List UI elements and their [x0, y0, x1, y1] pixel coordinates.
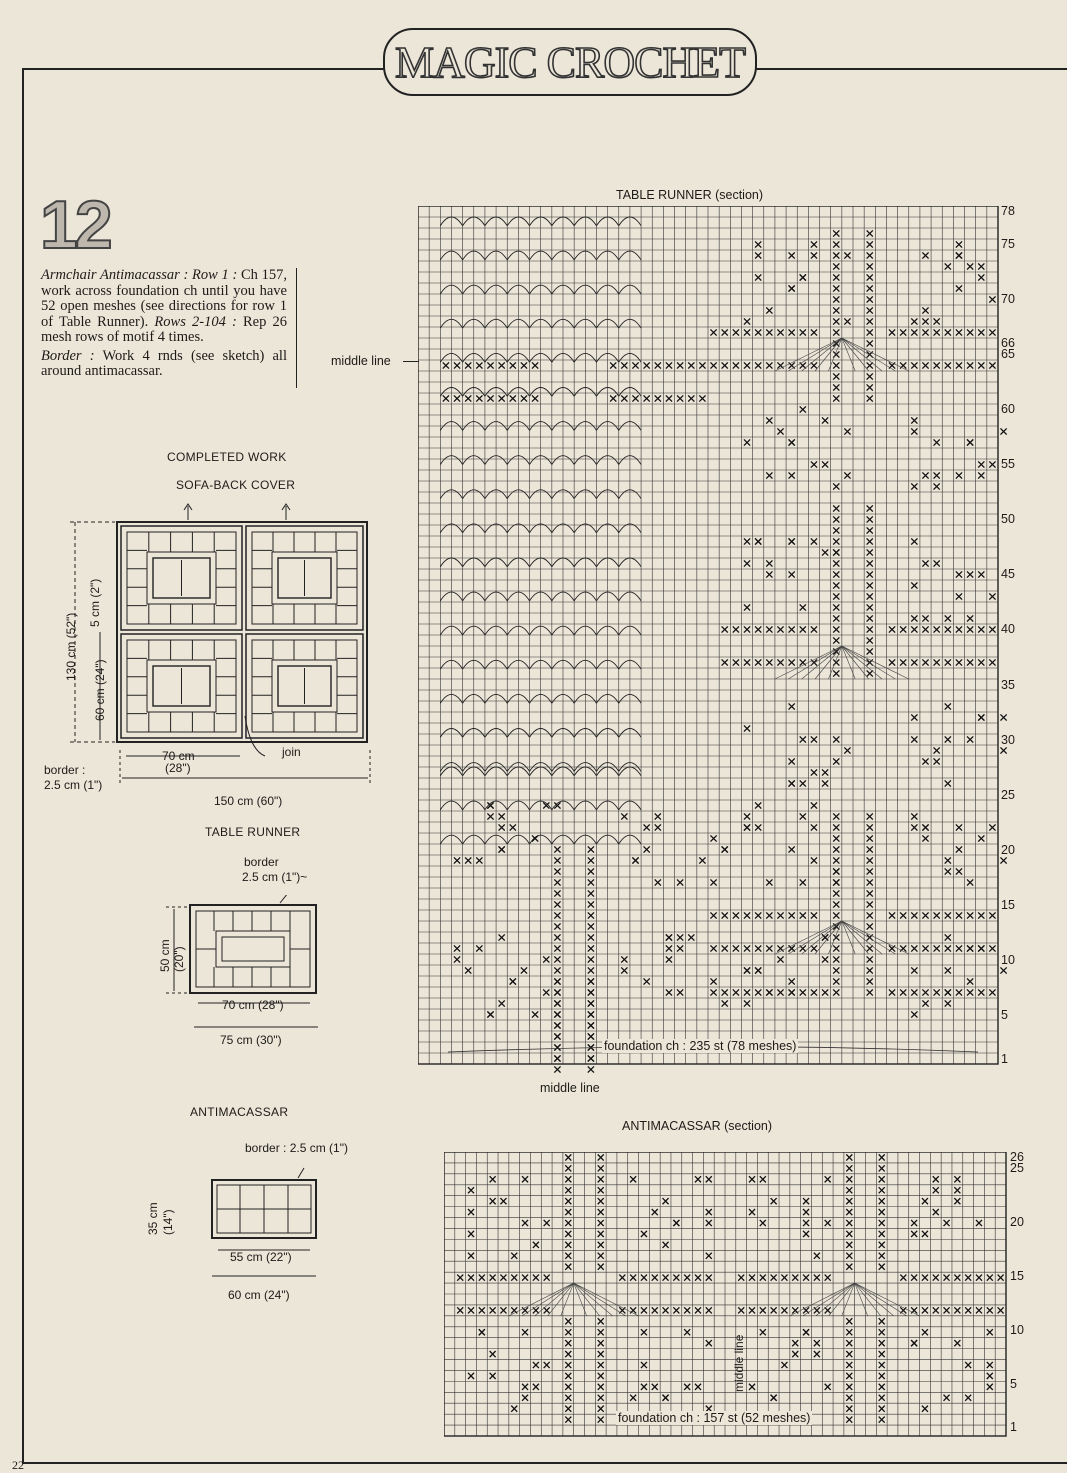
border-text: Work 4 rnds (see sketch) all around antimacassar.	[41, 347, 287, 379]
runner-title: TABLE RUNNER	[205, 825, 301, 839]
sofa-dim-height: 130 cm (52")	[64, 612, 78, 681]
header-banner	[383, 28, 757, 96]
chart1-foundation: foundation ch : 235 st (78 meshes)	[604, 1039, 797, 1053]
row1-lead: Armchair Antimacassar : Row 1 :	[41, 267, 238, 283]
row-number-label: 55	[1001, 457, 1015, 472]
chart2-middle-line: middle line	[732, 1334, 746, 1392]
row-number-label: 25	[1010, 1160, 1024, 1175]
sofa-dim-width: 150 cm (60")	[214, 794, 283, 808]
row1-text: Ch 157, work across foundation ch until you have 52 open meshes (see directions for row 1 of Table Runner).	[41, 267, 288, 330]
runner-dim-height2: (20")	[172, 946, 186, 972]
page-number: 22	[12, 1458, 24, 1472]
border-lead: Border :	[41, 347, 95, 364]
sofa-diagram	[60, 500, 390, 800]
row-number-label: 26	[1010, 1150, 1024, 1164]
row-number-label: 1	[1010, 1420, 1017, 1434]
row-number-label: 15	[1010, 1268, 1024, 1283]
row-number-label: 60	[1001, 402, 1015, 417]
row-number-label: 1	[1001, 1052, 1008, 1066]
instructions-rule	[296, 268, 297, 388]
row-number-label: 45	[1001, 567, 1015, 582]
chart1-middle-line-tick	[403, 361, 419, 362]
instructions	[41, 268, 287, 380]
antimac-title: ANTIMACASSAR	[190, 1105, 289, 1119]
row-number-label: 35	[1001, 677, 1015, 692]
row-number-label: 75	[1001, 237, 1015, 252]
chart2-grid	[444, 1152, 1010, 1442]
antimac-dim-outer: 60 cm (24")	[228, 1288, 290, 1302]
row-number-label: 78	[1001, 204, 1015, 218]
row-number-label: 5	[1001, 1007, 1008, 1022]
header-title: MAGIC CROCHET	[394, 37, 746, 87]
runner-dim-inner: 70 cm (28")	[222, 998, 284, 1012]
runner-dim-height: 50 cm	[158, 939, 172, 972]
chart1-middle-line-bottom: middle line	[540, 1081, 600, 1095]
sofa-dim-panel-h: 60 cm (24")	[93, 659, 107, 721]
sofa-dim-gap: 5 cm (2")	[88, 578, 102, 627]
row-number-label: 20	[1001, 842, 1015, 857]
row-number-label: 5	[1010, 1376, 1017, 1391]
antimac-dim-height2: (14")	[161, 1209, 175, 1235]
antimac-dim-height: 35 cm	[146, 1202, 160, 1235]
row-number-label: 10	[1010, 1322, 1024, 1337]
row-number-label: 10	[1001, 952, 1015, 967]
row-number-label: 30	[1001, 732, 1015, 747]
chart2-title: ANTIMACASSAR (section)	[622, 1119, 773, 1133]
row-number-label: 65	[1001, 347, 1015, 362]
row-number-label: 20	[1010, 1214, 1024, 1229]
pattern-number: 12	[40, 187, 110, 263]
row-number-label: 25	[1001, 787, 1015, 802]
runner-border-label: border	[244, 855, 279, 869]
antimac-diagram	[170, 1160, 340, 1290]
sofa-border-label: border :	[44, 763, 86, 777]
runner-dim-outer: 75 cm (30")	[220, 1033, 282, 1047]
chart1-middle-line: middle line	[331, 354, 391, 368]
row-number-label: 66	[1001, 336, 1015, 351]
sofa-dim-panel-w: 70 cm	[162, 749, 195, 763]
row-number-label: 50	[1001, 512, 1015, 527]
antimac-dim-inner: 55 cm (22")	[230, 1250, 292, 1264]
sofa-join-label: join	[282, 745, 301, 759]
row-number-label: 40	[1001, 622, 1015, 637]
antimac-border: border : 2.5 cm (1")	[245, 1141, 348, 1155]
row-number-label: 70	[1001, 292, 1015, 307]
chart1-grid	[418, 206, 1008, 1076]
runner-border-value: 2.5 cm (1")~	[242, 870, 308, 884]
chart1-title: TABLE RUNNER (section)	[616, 188, 764, 202]
sofa-subtitle: SOFA-BACK COVER	[176, 478, 296, 492]
runner-diagram	[160, 895, 340, 1035]
rows-text: Rep 26 mesh rows of motif 4 times.	[41, 313, 287, 345]
sofa-border-value: 2.5 cm (1")	[44, 778, 103, 792]
chart2-foundation: foundation ch : 157 st (52 meshes)	[618, 1411, 811, 1425]
sofa-title: COMPLETED WORK	[167, 450, 287, 464]
rows-lead: Rows 2-104 :	[154, 313, 237, 330]
sofa-dim-panel-w2: (28")	[165, 761, 191, 775]
row-number-label: 15	[1001, 897, 1015, 912]
